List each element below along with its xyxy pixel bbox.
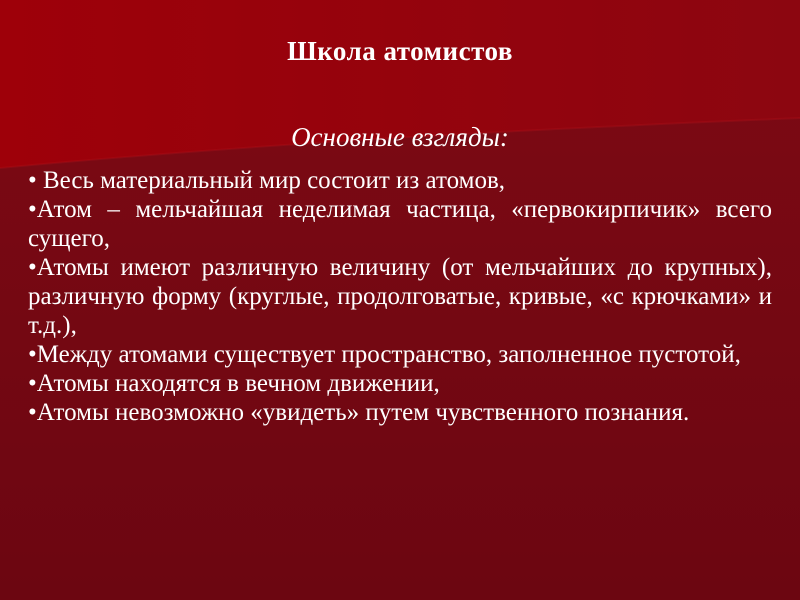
list-item: •Атомы невозможно «увидеть» путем чувственного познания. bbox=[28, 399, 690, 426]
list-item: •Атом – мельчайшая неделимая частица, «первокирпичик» всего сущего, bbox=[28, 196, 772, 252]
list-item: •Между атомами существует пространство, заполненное пустотой, bbox=[28, 341, 741, 368]
list-item: •Атомы имеют различную величину (от мельчайших до крупных), различную форму (круглые, продолговатые, кривые, «с крючками» и т.д.), bbox=[28, 254, 772, 339]
list-item: • Весь материальный мир состоит из атомов, bbox=[28, 167, 506, 194]
list-item: •Атомы находятся в вечном движении, bbox=[28, 370, 440, 397]
points-list bbox=[28, 166, 772, 427]
slide-subtitle: Основные взгляды: bbox=[291, 122, 509, 152]
slide-title: Школа атомистов bbox=[287, 36, 513, 66]
